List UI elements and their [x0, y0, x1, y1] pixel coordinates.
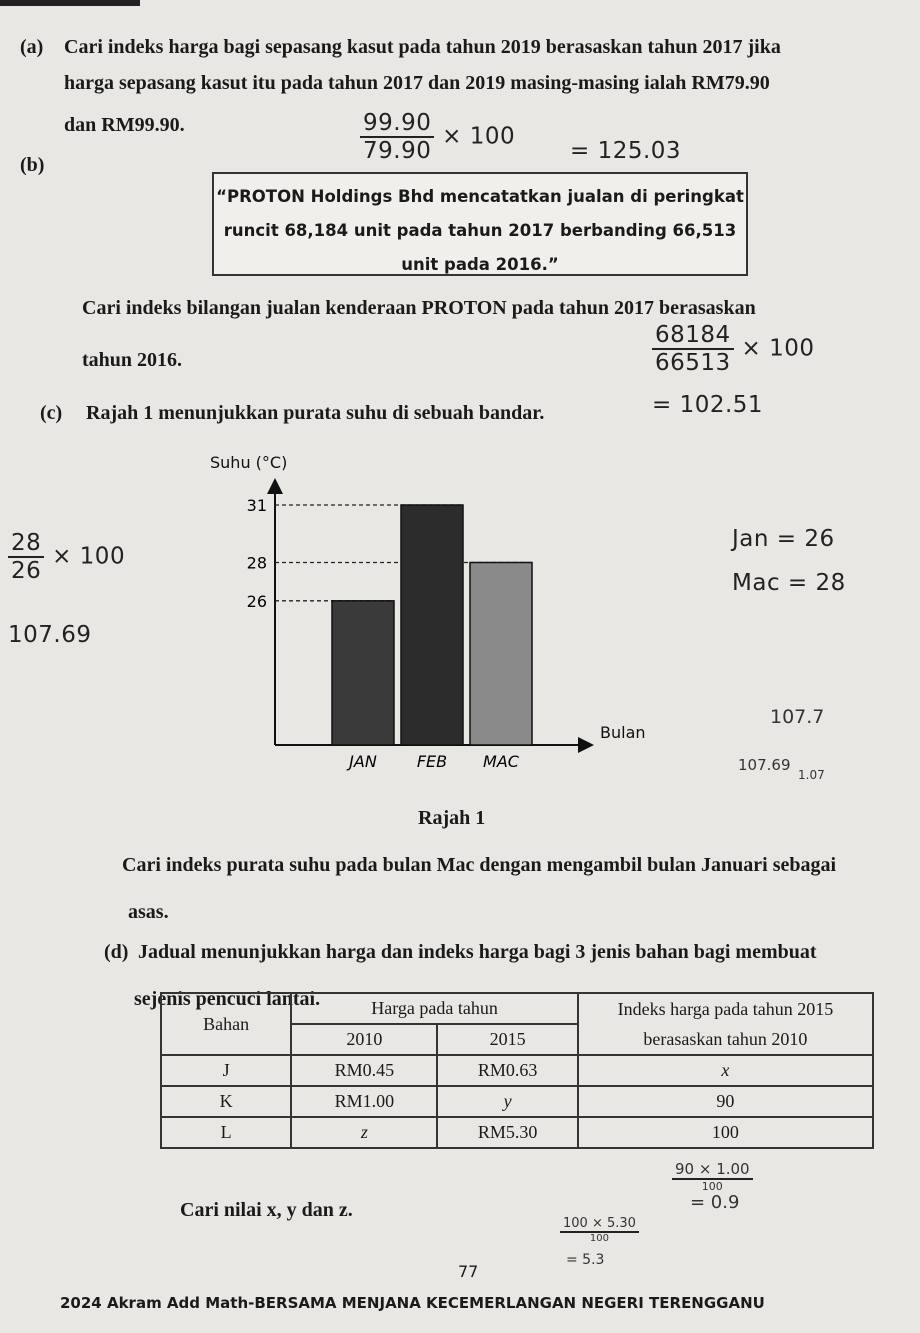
part-b-numerator: 68184 [652, 322, 734, 350]
cell-bahan: L [161, 1117, 291, 1148]
y-tick-label-31: 31 [246, 496, 267, 515]
part-d-working-1 [672, 1160, 753, 1193]
temperature-chart [190, 440, 660, 780]
part-a-multiplier: × 100 [442, 123, 516, 150]
part-d-fraction-1 [672, 1160, 753, 1193]
part-a-fraction [360, 110, 434, 164]
header-2010: 2010 [291, 1024, 437, 1055]
note-jan: Jan = 26 [732, 526, 835, 552]
cell-indeks: 100 [578, 1117, 873, 1148]
part-b-label: (b) [20, 154, 45, 176]
note-3: 1.07 [798, 768, 825, 782]
chart-y-axis-label: Suhu (°C) [210, 453, 288, 472]
quote-line2: runcit 68,184 unit pada tahun 2017 berbanding 66,513 [223, 221, 737, 240]
note-1: 107.7 [770, 706, 825, 728]
page-number: 77 [458, 1262, 479, 1281]
chart-tick-labels [247, 496, 267, 611]
cell-2015: RM5.30 [437, 1117, 577, 1148]
table-row [161, 1086, 873, 1117]
figure-caption: Rajah 1 [418, 807, 486, 829]
quote-line3: unit pada 2016.” [401, 255, 559, 274]
part-d-denominator-2: 100 [589, 1233, 609, 1244]
cell-2015: RM0.63 [437, 1055, 577, 1086]
cell-bahan: J [161, 1055, 291, 1086]
part-a-numerator: 99.90 [360, 110, 434, 138]
part-d-numerator-1: 90 × 1.00 [672, 1160, 753, 1180]
part-c-numerator: 28 [8, 530, 44, 558]
part-b-line1: Cari indeks bilangan jualan kenderaan PROTON pada tahun 2017 berasaskan [82, 297, 756, 319]
chart-category-labels [346, 752, 520, 771]
header-bahan: Bahan [161, 993, 291, 1055]
part-d-fraction-2 [560, 1216, 639, 1244]
note-mac: Mac = 28 [732, 570, 846, 596]
part-a-result: = 125.03 [570, 138, 682, 164]
part-d-line2: sejenis pencuci lantai. [134, 988, 321, 1010]
part-d-working-2 [560, 1216, 639, 1244]
cell-2015: y [437, 1086, 577, 1117]
cell-bahan: K [161, 1086, 291, 1117]
part-b-result: = 102.51 [652, 392, 764, 418]
cell-2010: RM1.00 [291, 1086, 437, 1117]
part-d-line1: Jadual menunjukkan harga dan indeks harga bagi 3 jenis bahan bagi membuat [138, 941, 817, 963]
table-row [161, 1117, 873, 1148]
y-tick-label-28: 28 [246, 553, 267, 573]
cell-2010: RM0.45 [291, 1055, 437, 1086]
part-d-result-1: = 0.9 [690, 1192, 740, 1213]
part-b-fraction [652, 322, 734, 376]
cell-2010: z [291, 1117, 437, 1148]
part-a-denominator: 79.90 [363, 138, 432, 164]
header-indeks-2: berasaskan tahun 2010 [578, 1024, 873, 1055]
part-d-label: (d) [104, 941, 129, 963]
part-d-question: Cari nilai x, y dan z. [180, 1199, 353, 1221]
part-c-fraction [8, 530, 44, 584]
part-c-denominator: 26 [11, 558, 42, 584]
category-label-mac: MAC [483, 752, 519, 771]
note-2: 107.69 [738, 756, 791, 774]
part-b-denominator: 66513 [655, 350, 731, 376]
bar-jan [332, 601, 394, 745]
part-c-multiplier: × 100 [52, 543, 126, 570]
part-c-question-line1: Cari indeks purata suhu pada bulan Mac dengan mengambil bulan Januari sebagai [122, 854, 837, 876]
part-c-question-line2: asas. [128, 901, 169, 923]
category-label-jan: JAN [349, 752, 377, 771]
chart-x-axis-label: Bulan [600, 723, 646, 742]
category-label-feb: FEB [416, 752, 448, 771]
part-c-result: 107.69 [8, 622, 92, 648]
table-row [161, 1055, 873, 1086]
part-c-line1: Rajah 1 menunjukkan purata suhu di sebuah bandar. [86, 402, 545, 424]
part-a-line2: harga sepasang kasut itu pada tahun 2017 dan 2019 masing-masing ialah RM79.90 [64, 72, 770, 94]
header-harga: Harga pada tahun [291, 993, 578, 1024]
bar-mac [470, 563, 532, 746]
chart-bars [332, 505, 532, 745]
bar-feb [401, 505, 463, 745]
part-d-result-2: = 5.3 [566, 1252, 605, 1268]
part-a-line3: dan RM99.90. [64, 114, 185, 136]
header-indeks-1: Indeks harga pada tahun 2015 [578, 993, 873, 1024]
part-b-multiplier: × 100 [741, 335, 815, 362]
y-tick-label-26: 26 [246, 591, 267, 611]
part-c-label: (c) [40, 402, 63, 424]
part-a-line1: Cari indeks harga bagi sepasang kasut pada tahun 2019 berasaskan tahun 2017 jika [64, 36, 781, 58]
cell-indeks: 90 [578, 1086, 873, 1117]
quote-box [212, 172, 748, 276]
price-index-table [160, 992, 874, 1149]
part-d-denominator-1: 100 [701, 1180, 723, 1193]
footer-text: 2024 Akram Add Math-BERSAMA MENJANA KECEMERLANGAN NEGERI TERENGGANU [60, 1294, 765, 1312]
part-a-label: (a) [20, 36, 44, 58]
part-d-numerator-2: 100 × 5.30 [560, 1216, 639, 1233]
cell-indeks: x [578, 1055, 873, 1086]
table-header-row-1 [161, 993, 873, 1024]
part-c-working [8, 530, 125, 584]
part-b-line2: tahun 2016. [82, 349, 183, 371]
part-a-working [360, 110, 515, 164]
header-strip [0, 0, 140, 6]
quote-line1: “PROTON Holdings Bhd mencatatkan jualan di peringkat [216, 187, 744, 206]
part-b-working [652, 322, 814, 376]
header-2015: 2015 [437, 1024, 577, 1055]
